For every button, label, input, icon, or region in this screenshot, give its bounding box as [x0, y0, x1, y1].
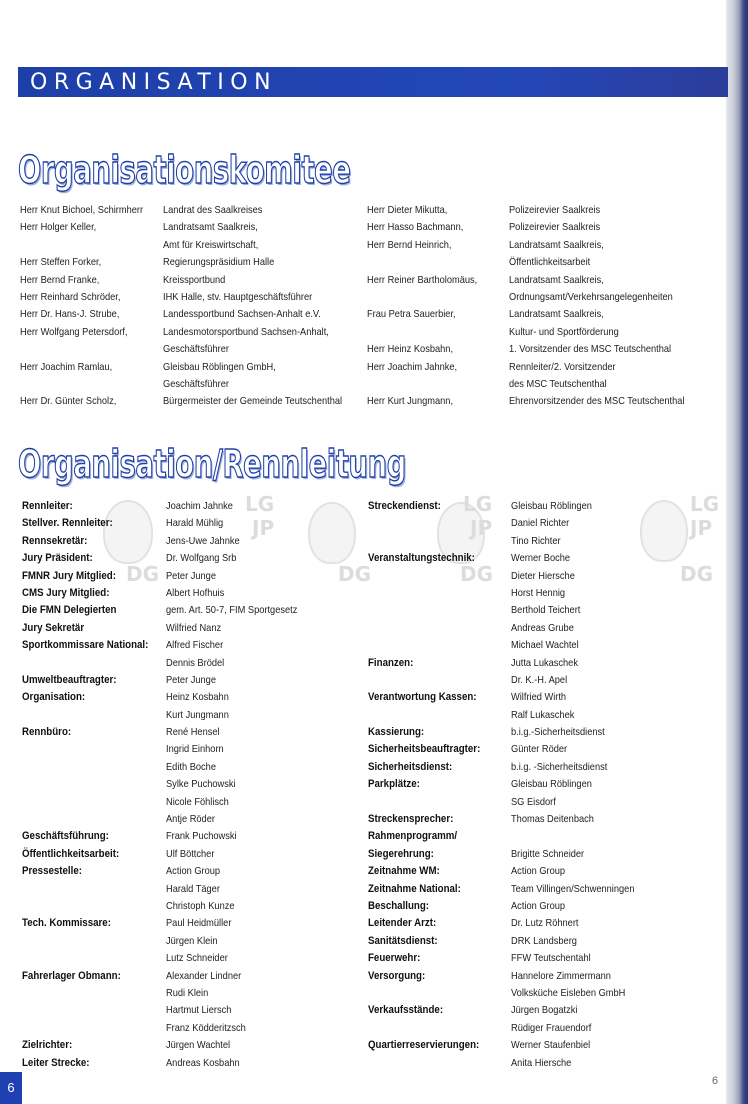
role-label: Leiter Strecke:: [22, 1056, 90, 1069]
person-name: FFW Teutschentahl: [511, 953, 591, 965]
person-name: Sylke Puchowski: [166, 779, 236, 791]
person-name: SG Eisdorf: [511, 796, 556, 808]
person-name: Michael Wachtel: [511, 640, 579, 652]
person-name: Daniel Richter: [511, 518, 570, 530]
role-label: [22, 741, 148, 758]
person-name: Herr Dieter Mikutta,: [367, 205, 448, 216]
person-name: Albert Hofhuis: [166, 587, 225, 599]
role-label: [22, 1002, 148, 1019]
person-name: Tino Richter: [511, 535, 561, 547]
person-name: Volksküche Eisleben GmbH: [511, 987, 626, 999]
person-name: [511, 828, 634, 845]
person-role: Öffentlichkeitsarbeit: [509, 257, 591, 269]
person-name: Herr Kurt Jungmann,: [367, 396, 454, 408]
watermark-text: LG: [245, 492, 275, 516]
role-label: Siegerehrung:: [368, 847, 434, 860]
person-name: Rüdiger Frauendorf: [511, 1022, 592, 1034]
role-label: Zeitnahme WM:: [368, 865, 440, 878]
person-name: Herr Joachim Ramlau,: [20, 361, 113, 373]
person-name: Team Villingen/Schwenningen: [511, 883, 635, 895]
person-name: Peter Junge: [166, 570, 216, 582]
watermark-text: DG: [126, 562, 160, 586]
person-role: Kreissportbund: [163, 274, 226, 286]
person-name: [367, 324, 477, 341]
role-label: Feuerwehr:: [368, 952, 421, 965]
person-name: [367, 254, 477, 271]
watermark-face: [308, 502, 356, 564]
person-name: Dr. Wolfgang Srb: [166, 553, 237, 565]
person-name: b.i.g. -Sicherheitsdienst: [511, 761, 608, 773]
person-role: Landratsamt Saalkreis,: [509, 239, 604, 251]
role-label: Kassierung:: [368, 726, 425, 739]
watermark-text: LG: [463, 492, 493, 516]
person-name: Peter Junge: [166, 674, 216, 686]
person-name: Anita Hiersche: [511, 1057, 572, 1069]
person-role: Landessportbund Sachsen-Anhalt e.V.: [163, 309, 321, 321]
role-label: [22, 794, 148, 811]
role-label: Tech. Kommissare:: [22, 917, 111, 930]
role-label: Öffentlichkeitsarbeit:: [22, 847, 120, 860]
role-label: Stellver. Rennleiter:: [22, 517, 113, 530]
role-label: Rennsekretär:: [22, 534, 88, 547]
role-label: Finanzen:: [368, 656, 414, 669]
role-label: Sicherheitsbeauftragter:: [368, 743, 481, 756]
person-name: Frank Puchowski: [166, 831, 237, 843]
role-label: [368, 1055, 480, 1072]
role-label: Die FMN Delegierten: [22, 604, 117, 617]
watermark-text: LG: [690, 492, 720, 516]
person-name: Werner Staufenbiel: [511, 1040, 591, 1052]
komitee-right-roles: [509, 202, 684, 411]
rennleitung-left-roles: [22, 498, 148, 1072]
rennleitung-left-names: [166, 498, 297, 1072]
person-role: IHK Halle, stv. Hauptgeschäftsführer: [163, 291, 313, 303]
role-label: [368, 637, 480, 654]
person-role: Amt für Kreiswirtschaft,: [163, 239, 259, 251]
role-label: Umweltbeauftragter:: [22, 673, 117, 686]
person-name: Jens-Uwe Jahnke: [166, 535, 240, 547]
person-role: Landratsamt Saalkreis,: [163, 222, 258, 234]
role-label: Streckensprecher:: [368, 813, 454, 826]
person-name: Frau Petra Sauerbier,: [367, 309, 456, 321]
person-name: Kurt Jungmann: [166, 709, 229, 721]
person-role: Regierungspräsidium Halle: [163, 257, 275, 269]
person-name: Herr Knut Bichoel, Schirmherr: [20, 205, 144, 216]
person-name: Werner Boche: [511, 553, 571, 565]
person-name: Antje Röder: [166, 814, 215, 826]
person-role: Geschäftsführer: [163, 378, 229, 390]
role-label: Fahrerlager Obmann:: [22, 969, 121, 982]
person-name: Heinz Kosbahn: [166, 692, 229, 704]
person-name: Herr Dr. Günter Scholz,: [20, 396, 117, 408]
role-label: Verantwortung Kassen:: [368, 691, 477, 704]
role-label: [368, 585, 480, 602]
person-role: Rennleiter/2. Vorsitzender: [509, 361, 616, 373]
role-label: Versorgung:: [368, 969, 426, 982]
person-name: Hannelore Zimmermann: [511, 970, 611, 982]
role-label: [368, 985, 480, 1002]
page-number: 6: [0, 1072, 22, 1104]
role-label: [22, 776, 148, 793]
person-name: Joachim Jahnke: [166, 501, 233, 512]
komitee-right-names: [367, 202, 477, 411]
person-name: Harald Mühlig: [166, 518, 224, 530]
role-label: [22, 898, 148, 915]
person-name: gem. Art. 50-7, FIM Sportgesetz: [166, 605, 298, 617]
person-name: Action Group: [166, 866, 221, 878]
role-label: Pressestelle:: [22, 865, 82, 878]
person-name: Action Group: [511, 900, 566, 912]
role-label: [22, 933, 148, 950]
person-name: Ralf Lukaschek: [511, 709, 575, 721]
role-label: [368, 568, 480, 585]
role-label: Sanitätsdienst:: [368, 934, 438, 947]
person-name: Andreas Grube: [511, 622, 574, 634]
person-name: b.i.g.-Sicherheitsdienst: [511, 727, 605, 739]
role-label: [22, 759, 148, 776]
person-name: Herr Heinz Kosbahn,: [367, 344, 454, 356]
person-name: Edith Boche: [166, 761, 216, 773]
role-label: [368, 672, 480, 689]
komitee-left-roles: [163, 202, 342, 411]
person-name: Andreas Kosbahn: [166, 1057, 240, 1069]
person-name: Jutta Lukaschek: [511, 657, 578, 669]
person-name: [367, 376, 477, 393]
role-label: [368, 533, 480, 550]
person-name: [20, 376, 143, 393]
person-name: Hartmut Liersch: [166, 1005, 232, 1017]
watermark-text: JP: [252, 516, 275, 540]
person-name: Herr Bernd Heinrich,: [367, 239, 452, 251]
person-name: Herr Hasso Bachmann,: [367, 222, 464, 234]
role-label: [22, 707, 148, 724]
person-name: Franz Ködderitzsch: [166, 1022, 246, 1034]
person-name: [367, 289, 477, 306]
person-name: Gleisbau Röblingen: [511, 779, 592, 791]
role-label: Rahmenprogramm/: [368, 830, 458, 843]
role-label: Rennbüro:: [22, 726, 72, 739]
person-name: Herr Holger Keller,: [20, 222, 97, 234]
role-label: Geschäftsführung:: [22, 830, 109, 843]
role-label: CMS Jury Mitglied:: [22, 586, 110, 599]
person-role: 1. Vorsitzender des MSC Teutschenthal: [509, 344, 672, 356]
role-label: Sicherheitsdienst:: [368, 760, 453, 773]
person-role: Bürgermeister der Gemeinde Teutschenthal: [163, 396, 343, 408]
section-heading-rennleitung: Organisation/Rennleitung: [18, 442, 407, 486]
role-label: [22, 881, 148, 898]
person-role: Polizeirevier Saalkreis: [509, 222, 601, 234]
person-name: Ulf Böttcher: [166, 848, 215, 860]
person-name: Wilfried Nanz: [166, 622, 222, 634]
role-label: FMNR Jury Mitglied:: [22, 569, 116, 582]
person-name: Wilfried Wirth: [511, 692, 567, 704]
person-role: des MSC Teutschenthal: [509, 378, 607, 390]
person-name: Herr Wolfgang Petersdorf,: [20, 326, 128, 338]
section-banner: [18, 67, 728, 97]
person-name: DRK Landsberg: [511, 935, 577, 947]
person-name: Herr Bernd Franke,: [20, 274, 100, 286]
person-name: Nicole Föhlisch: [166, 796, 229, 808]
page-number-right: 6: [712, 1075, 719, 1087]
role-label: Sportkommissare National:: [22, 639, 149, 652]
role-label: [368, 515, 480, 532]
person-name: Jürgen Wachtel: [166, 1040, 231, 1052]
person-role: Geschäftsführer: [163, 344, 229, 356]
section-heading-komitee: Organisationskomitee: [18, 148, 351, 192]
person-name: Harald Täger: [166, 883, 220, 895]
person-name: Lutz Schneider: [166, 953, 228, 965]
role-label: [22, 985, 148, 1002]
person-name: [20, 341, 143, 358]
role-label: Leitender Arzt:: [368, 917, 437, 930]
role-label: Veranstaltungstechnik:: [368, 552, 475, 565]
person-name: Ingrid Einhorn: [166, 744, 224, 756]
rennleitung-right-roles: [368, 498, 480, 1072]
role-label: Beschallung:: [368, 899, 430, 912]
role-label: [368, 707, 480, 724]
role-label: Parkplätze:: [368, 778, 420, 791]
role-label: Zeitnahme National:: [368, 882, 461, 895]
person-name: Action Group: [511, 866, 566, 878]
person-name: Herr Joachim Jahnke,: [367, 361, 458, 373]
person-name: Herr Dr. Hans-J. Strube,: [20, 309, 120, 321]
role-label: Jury Sekretär: [22, 621, 85, 634]
person-name: Günter Röder: [511, 744, 568, 756]
role-label: Organisation:: [22, 691, 86, 704]
person-name: René Hensel: [166, 727, 220, 739]
person-role: Ordnungsamt/Verkehrsangelegenheiten: [509, 291, 673, 303]
watermark-face: [640, 500, 688, 562]
role-label: [22, 655, 148, 672]
person-name: Dr. Lutz Röhnert: [511, 918, 579, 930]
person-name: Brigitte Schneider: [511, 848, 585, 860]
person-role: Landesmotorsportbund Sachsen-Anhalt,: [163, 326, 329, 338]
person-name: Christoph Kunze: [166, 900, 235, 912]
role-label: [368, 1020, 480, 1037]
person-role: Landrat des Saalkreises: [163, 205, 263, 216]
person-name: Horst Hennig: [511, 587, 566, 599]
watermark-text: DG: [680, 562, 714, 586]
role-label: [22, 811, 148, 828]
person-name: Gleisbau Röblingen: [511, 501, 592, 512]
person-name: Jürgen Bogatzki: [511, 1005, 578, 1017]
person-name: Dr. K.-H. Apel: [511, 674, 568, 686]
role-label: Zielrichter:: [22, 1039, 73, 1052]
watermark-text: JP: [690, 516, 713, 540]
person-name: [20, 237, 143, 254]
person-name: Alexander Lindner: [166, 970, 242, 982]
person-name: Herr Steffen Forker,: [20, 257, 102, 269]
person-name: Dennis Brödel: [166, 657, 225, 669]
role-label: [368, 794, 480, 811]
rennleitung-right-names: [511, 498, 634, 1072]
role-label: Quartierreservierungen:: [368, 1039, 480, 1052]
role-label: Verkaufsstände:: [368, 1004, 444, 1017]
person-name: Herr Reinhard Schröder,: [20, 291, 121, 303]
watermark-text: JP: [470, 516, 493, 540]
role-label: Streckendienst:: [368, 500, 441, 512]
person-role: Landratsamt Saalkreis,: [509, 309, 604, 321]
person-name: Herr Reiner Bartholomäus,: [367, 274, 478, 286]
person-name: Jürgen Klein: [166, 935, 218, 947]
person-name: Thomas Deitenbach: [511, 814, 594, 826]
watermark-text: DG: [338, 562, 372, 586]
person-role: Polizeirevier Saalkreis: [509, 205, 601, 216]
role-label: Jury Präsident:: [22, 552, 93, 565]
person-name: Paul Heidmüller: [166, 918, 232, 930]
person-role: Ehrenvorsitzender des MSC Teutschenthal: [509, 396, 685, 408]
person-role: Gleisbau Röblingen GmbH,: [163, 361, 276, 373]
person-name: Dieter Hiersche: [511, 570, 575, 582]
person-role: Landratsamt Saalkreis,: [509, 274, 604, 286]
komitee-left-names: [20, 202, 143, 411]
role-label: Rennleiter:: [22, 500, 73, 512]
role-label: [22, 950, 148, 967]
role-label: [368, 602, 480, 619]
person-role: Kultur- und Sportförderung: [509, 326, 619, 338]
banner-title: ORGANISATION: [30, 70, 278, 95]
person-name: Alfred Fischer: [166, 640, 224, 652]
role-label: [368, 620, 480, 637]
page-binding-edge: [726, 0, 748, 1104]
person-name: Berthold Teichert: [511, 605, 581, 617]
role-label: [22, 1020, 148, 1037]
watermark-text: DG: [460, 562, 494, 586]
person-name: Rudi Klein: [166, 987, 209, 999]
